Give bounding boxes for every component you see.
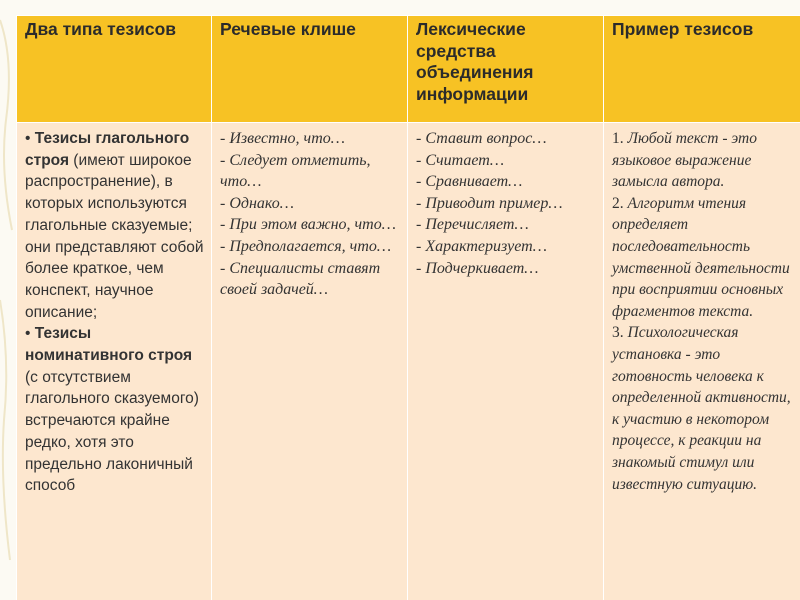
header-thesis-examples: Пример тезисов	[604, 16, 800, 123]
header-speech-cliches: Речевые клише	[212, 16, 408, 123]
header-row	[17, 16, 800, 123]
theses-table	[16, 15, 800, 600]
thesis-type-item	[25, 128, 207, 323]
list-item: - Считает…	[416, 151, 505, 169]
example-text: Любой текст - это языковое выражение замысла автора.	[612, 130, 757, 191]
cell-thesis-types	[17, 123, 212, 600]
cell-lexical-means	[408, 123, 604, 600]
thesis-type-item	[25, 323, 207, 497]
list-item: - Ставит вопрос…	[416, 130, 547, 147]
list-item: - Подчеркивает…	[416, 259, 539, 277]
header-thesis-types: Два типа тезисов	[17, 16, 212, 123]
list-item: - Специалисты ставят своей задачей…	[220, 259, 381, 299]
list-item: - Однако…	[220, 194, 295, 212]
lexical-means-list	[416, 128, 599, 279]
bullet: •	[25, 325, 31, 343]
cell-speech-cliches	[212, 123, 408, 600]
thesis-type-name: Тезисы глагольного строя	[25, 130, 190, 169]
example-number: 2.	[612, 194, 628, 212]
bullet: •	[25, 130, 31, 147]
speech-cliches-list	[220, 128, 403, 301]
list-item: - Сравнивает…	[416, 173, 523, 191]
thesis-type-name: Тезисы номинативного строя	[25, 325, 193, 365]
example-text: Психологическая установка - это готовность человека к определенной активности, к участию в некотором процессе, к реакции на знакомый стимул или известную ситуацию.	[612, 324, 791, 493]
header-lexical-means: Лексические средства объединения информации	[408, 16, 604, 123]
table-row	[17, 123, 800, 600]
thesis-types-text	[25, 128, 207, 497]
thesis-type-description: (имеют широкое распространение), в которых используются глагольные сказуемые; они представляют собой более краткое, чем конспект, научное описание;	[25, 151, 204, 321]
list-item: - При этом важно, что…	[220, 216, 396, 234]
list-item: - Следует отметить, что…	[220, 151, 371, 191]
list-item: - Характеризует…	[416, 237, 547, 255]
list-item	[612, 128, 796, 193]
example-number: 1.	[612, 130, 628, 147]
thesis-examples-list	[612, 128, 796, 495]
thesis-type-description: (с отсутствием глагольного сказуемого) встречаются крайне редко, хотя это предельно лаконичный способ	[25, 368, 199, 495]
list-item: - Перечисляет…	[416, 216, 529, 234]
example-number: 3.	[612, 324, 628, 342]
example-text: Алгоритм чтения определяет последовательность умственной деятельности при восприятии основных фрагментов текста.	[612, 194, 790, 320]
list-item	[612, 193, 796, 323]
cell-thesis-examples	[604, 123, 800, 600]
list-item: - Известно, что…	[220, 130, 345, 147]
list-item	[612, 322, 796, 495]
list-item: - Приводит пример…	[416, 194, 563, 212]
list-item: - Предполагается, что…	[220, 237, 392, 255]
